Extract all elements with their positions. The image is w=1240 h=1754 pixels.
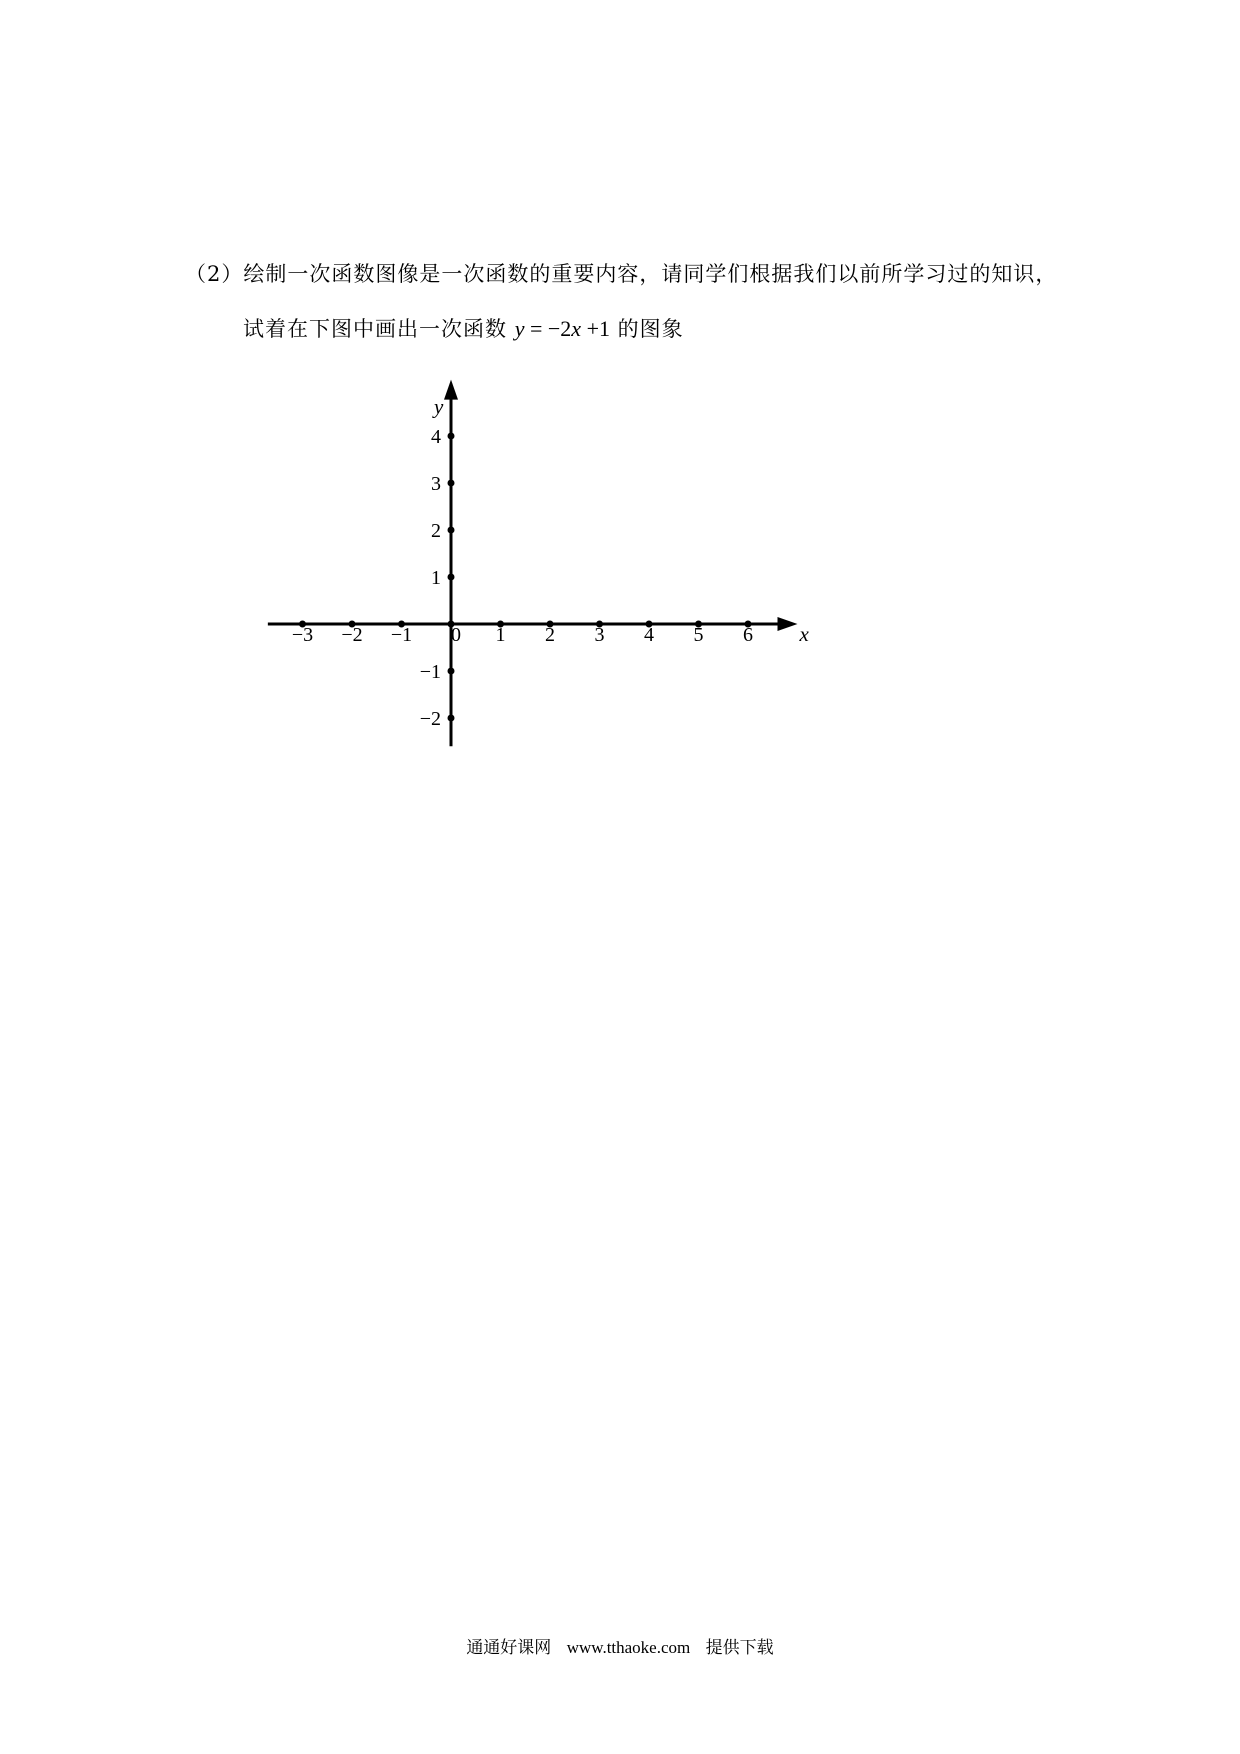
footer: [0, 1633, 1240, 1658]
x-tick-label: 5: [693, 624, 704, 646]
x-tick-label: −1: [390, 624, 413, 646]
equation-const: +1: [586, 316, 610, 341]
equation: y = −2x +1: [514, 316, 610, 341]
x-tick-label: 1: [495, 624, 506, 646]
x-tick-label: −2: [341, 624, 363, 646]
x-tick-label: −3: [291, 624, 314, 646]
y-tick-dot: [448, 574, 455, 581]
y-tick-label: 1: [431, 567, 441, 589]
y-axis-arrow: [444, 380, 458, 400]
x-tick-label: 6: [743, 624, 753, 646]
equation-lhs: y: [514, 316, 525, 341]
x-tick-label: 0: [451, 624, 461, 646]
x-axis-label: x: [799, 622, 809, 646]
y-tick-label: −2: [419, 708, 441, 730]
x-axis-arrow: [778, 617, 798, 631]
y-tick-dot: [448, 480, 455, 487]
y-tick-dot: [448, 668, 455, 675]
y-tick-label: 2: [431, 520, 441, 542]
equation-coef: −2: [547, 316, 572, 341]
question-line-1: （2）绘制一次函数图像是一次函数的重要内容，请同学们根据我们以前所学习过的知识，: [185, 262, 1058, 286]
x-tick-label: 2: [545, 624, 555, 646]
footer-url[interactable]: www.tthaoke.com: [566, 1638, 691, 1657]
y-tick-label: −1: [419, 661, 441, 683]
y-axis-label: y: [434, 394, 444, 419]
y-tick-dot: [448, 527, 455, 534]
footer-site-name: 通通好课网: [466, 1638, 552, 1658]
question-prefix: 试着在下图中画出一次函数: [243, 317, 515, 341]
y-tick-label: 3: [431, 473, 441, 495]
y-tick-label: 4: [431, 426, 441, 448]
x-tick-label: 4: [644, 624, 654, 646]
footer-action: 提供下载: [705, 1638, 774, 1658]
question-suffix: 的图象: [609, 317, 684, 341]
equation-var: x: [571, 316, 582, 341]
y-tick-dot: [448, 715, 455, 722]
x-tick-label: 3: [594, 624, 605, 646]
y-tick-dot: [448, 433, 455, 440]
